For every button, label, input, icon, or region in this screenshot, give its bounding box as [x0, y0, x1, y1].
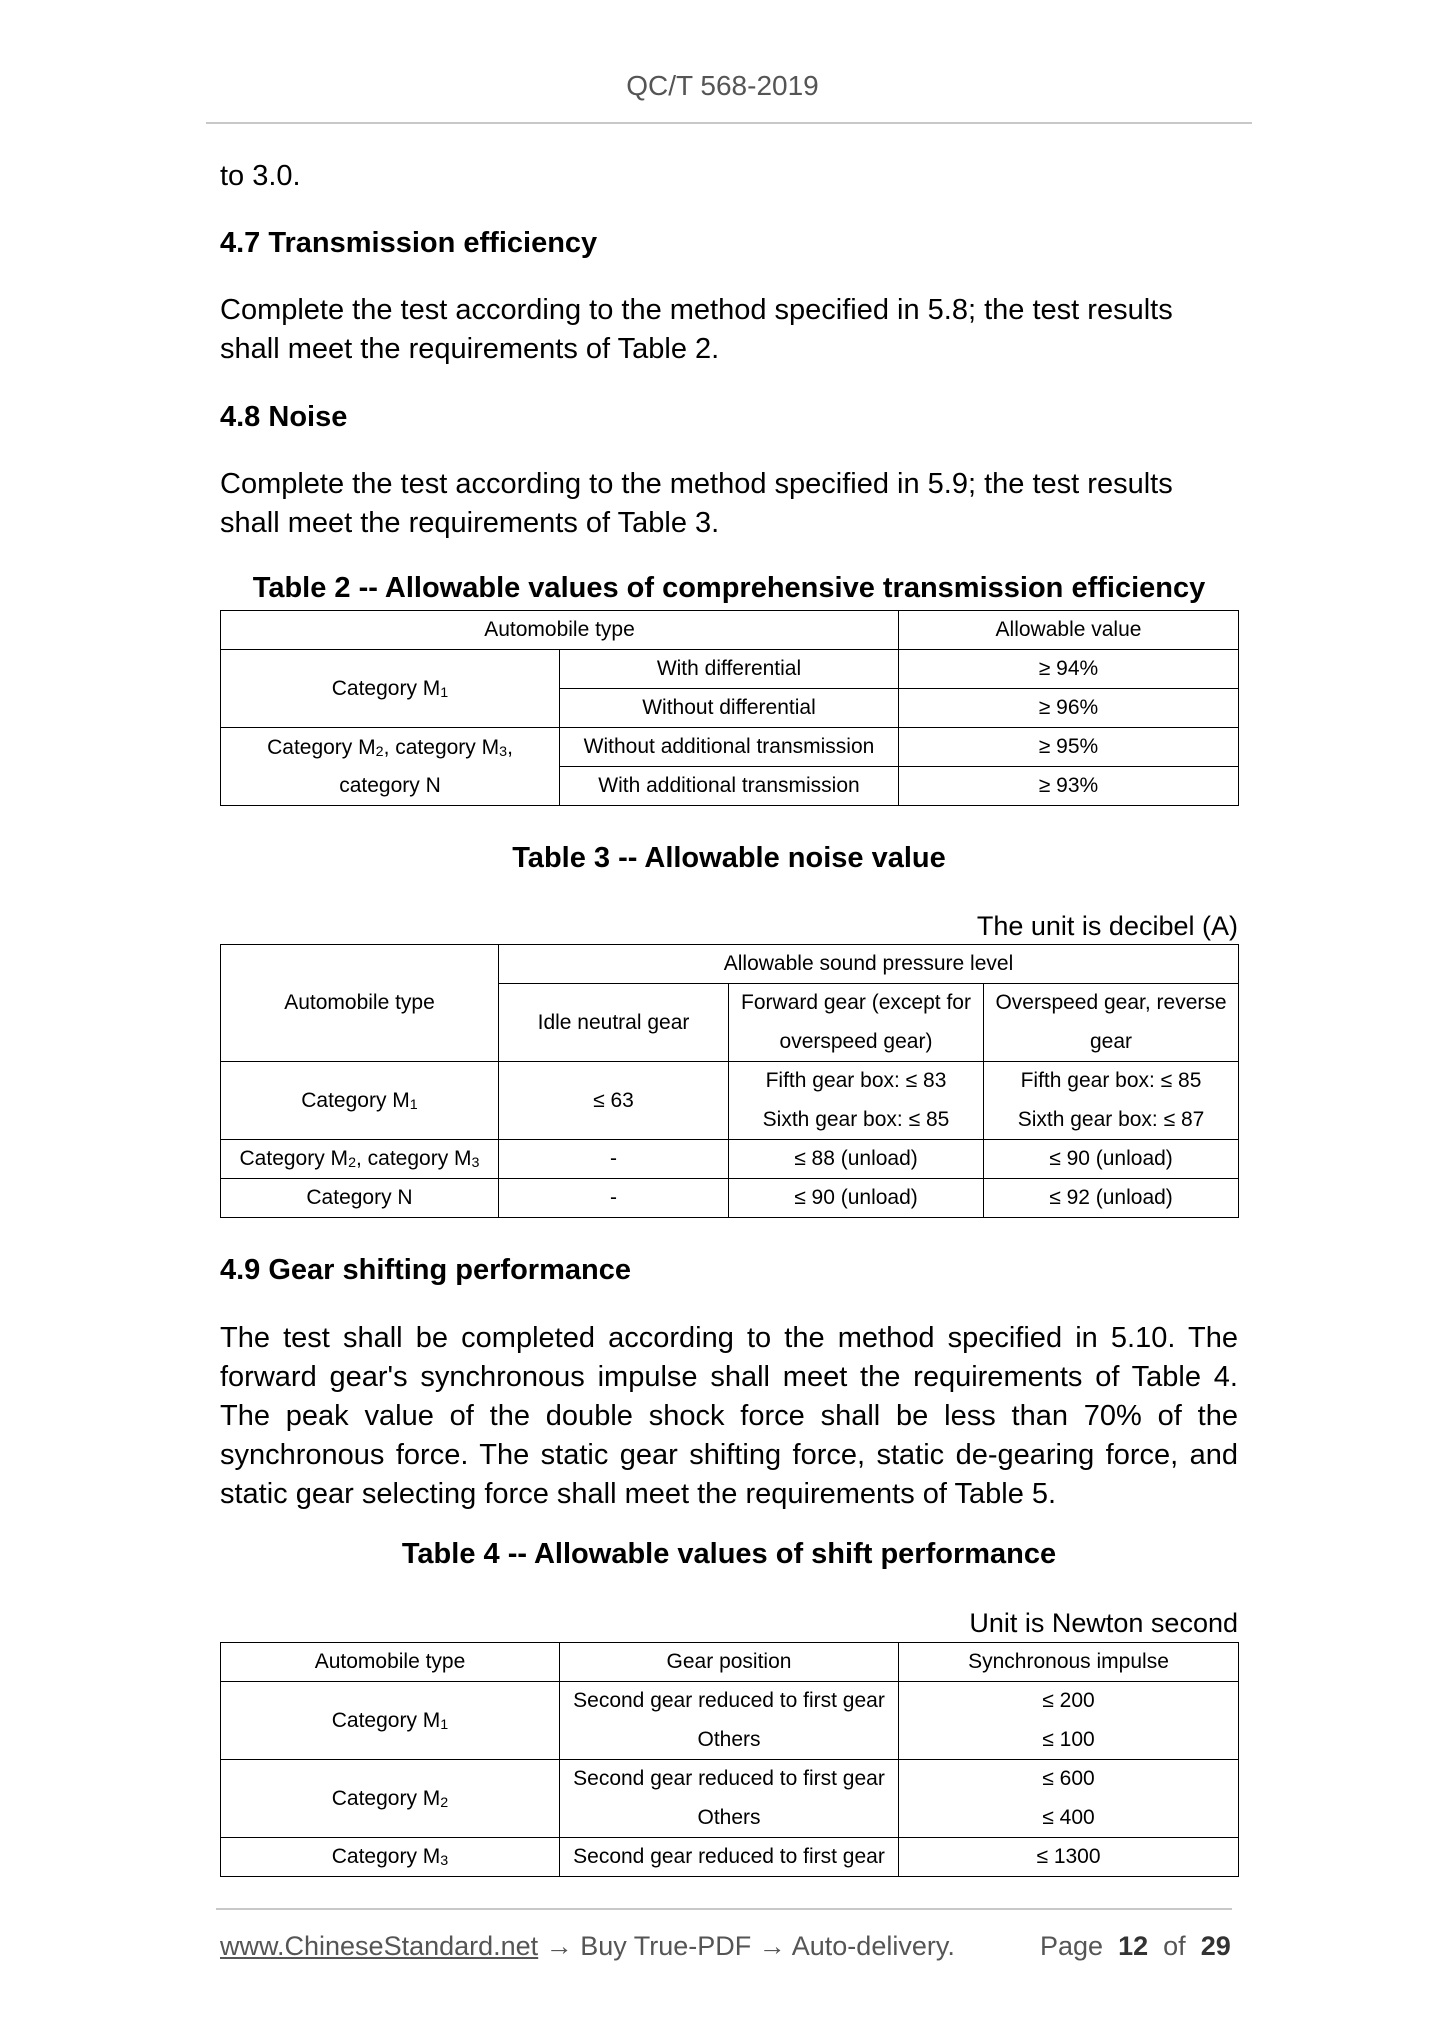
table-cell: ≥ 93%: [899, 767, 1239, 806]
table-cell: -: [499, 1140, 729, 1179]
section-4-7-text: Complete the test according to the method specified in 5.8; the test results shall meet the requirements of Table 2.: [220, 294, 1173, 365]
table-cell: ≤ 90 (unload): [729, 1179, 984, 1218]
table-cell: Fifth gear box: ≤ 85: [984, 1062, 1239, 1101]
table-header-cell: Automobile type: [221, 945, 499, 1062]
table-header-cell: Gear position: [560, 1643, 899, 1682]
table-cell: ≥ 94%: [899, 650, 1239, 689]
section-4-9-heading: 4.9 Gear shifting performance: [220, 1254, 631, 1286]
table-header-cell: Forward gear (except for: [729, 984, 984, 1023]
table-cell: ≤ 90 (unload): [984, 1140, 1239, 1179]
section-4-8-text: Complete the test according to the method specified in 5.9; the test results shall meet the requirements of Table 3.: [220, 468, 1173, 539]
table-cell: Category $M_1$: [221, 650, 560, 728]
table-cell: ≤ 200: [899, 1682, 1239, 1721]
table-header-cell: Overspeed gear, reverse: [984, 984, 1239, 1023]
footer-promo: [220, 1931, 955, 1962]
table-cell: Category $M_3$: [221, 1838, 560, 1877]
table-3-caption: Table 3 -- Allowable noise value: [512, 842, 946, 874]
footer-divider: [216, 1908, 1232, 1910]
table-cell: Category N: [221, 1179, 499, 1218]
table-row: [221, 1838, 1239, 1877]
table-row: [221, 945, 1239, 984]
table-cell: With differential: [560, 650, 899, 689]
table-header-cell: Idle neutral gear: [499, 984, 729, 1062]
header-divider: [206, 122, 1252, 124]
table-cell: Category $M_1$: [221, 1062, 499, 1140]
section-4-8-heading: 4.8 Noise: [220, 401, 348, 433]
table-row: [221, 1140, 1239, 1179]
table-header-cell: Automobile type: [221, 611, 899, 650]
table-row: [221, 650, 1239, 689]
table-cell: Second gear reduced to first gear: [560, 1760, 899, 1799]
table-cell: ≥ 96%: [899, 689, 1239, 728]
section-4-7-heading: 4.7 Transmission efficiency: [220, 227, 598, 259]
table-row: [221, 611, 1239, 650]
table-4-unit: Unit is Newton second: [969, 1608, 1238, 1638]
table-header-cell: Allowable value: [899, 611, 1239, 650]
table-cell: ≤ 88 (unload): [729, 1140, 984, 1179]
table-4-caption: Table 4 -- Allowable values of shift performance: [401, 1538, 1057, 1570]
table-row: [221, 728, 1239, 767]
table-cell: Sixth gear box: ≤ 85: [729, 1101, 984, 1140]
table-row: [221, 1760, 1239, 1799]
table-cell: Category $M_1$: [221, 1682, 560, 1760]
section-4-9-text: The test shall be completed according to the method specified in 5.10. The forward gear's synchronous impulse shall meet the requirements of Table 4. The peak value of the double shock force shall be less than 70% of the synchronous force. The static gear shifting force, static de-gearing force, and static gear selecting force shall meet the requirements of Table 5.: [220, 1322, 1238, 1510]
table-cell: Category $M_2$, category $M_3$, category N: [221, 728, 560, 806]
table-cell: Without additional transmission: [560, 728, 899, 767]
table-cell: Others: [560, 1721, 899, 1760]
table-cell: ≤ 63: [499, 1062, 729, 1140]
table-cell: ≤ 400: [899, 1799, 1239, 1838]
table-3-unit: The unit is decibel (A): [976, 911, 1238, 941]
table-cell: ≤ 100: [899, 1721, 1239, 1760]
document-code-header: QC/T 568-2019: [626, 70, 819, 101]
table-header-cell: overspeed gear): [729, 1023, 984, 1062]
table-cell: Category $M_2$, category $M_3$: [221, 1140, 499, 1179]
table-header-cell: Allowable sound pressure level: [499, 945, 1239, 984]
current-page: 12: [1118, 1931, 1149, 1961]
table-cell: ≤ 600: [899, 1760, 1239, 1799]
table-cell: Without differential: [560, 689, 899, 728]
table-4: [220, 1642, 1239, 1877]
table-cell: Fifth gear box: ≤ 83: [729, 1062, 984, 1101]
total-pages: 29: [1200, 1931, 1231, 1961]
table-cell: Sixth gear box: ≤ 87: [984, 1101, 1239, 1140]
table-cell: ≥ 95%: [899, 728, 1239, 767]
table-2: [220, 610, 1239, 806]
table-cell: Category $M_2$: [221, 1760, 560, 1838]
table-row: [221, 1643, 1239, 1682]
table-cell: Second gear reduced to first gear: [560, 1838, 899, 1877]
table-cell: ≤ 92 (unload): [984, 1179, 1239, 1218]
page-indicator: Page 12 of 29: [1040, 1931, 1231, 1961]
intro-line: to 3.0.: [220, 160, 301, 192]
arrow-icon: →: [538, 1931, 581, 1961]
table-cell: -: [499, 1179, 729, 1218]
table-cell: ≤ 1300: [899, 1838, 1239, 1877]
table-row: [221, 1682, 1239, 1721]
table-header-cell: Automobile type: [221, 1643, 560, 1682]
table-2-caption: Table 2 -- Allowable values of comprehensive transmission efficiency: [252, 572, 1206, 604]
table-cell: Second gear reduced to first gear: [560, 1682, 899, 1721]
auto-delivery-text: Auto-delivery.: [791, 1931, 955, 1961]
website-link[interactable]: www.ChineseStandard.net: [220, 1931, 539, 1961]
table-cell: Others: [560, 1799, 899, 1838]
table-row: [221, 1062, 1239, 1101]
arrow-icon: →: [751, 1931, 792, 1961]
table-3: [220, 944, 1239, 1218]
table-row: [221, 1179, 1239, 1218]
buy-pdf-text: Buy True-PDF: [580, 1931, 752, 1961]
table-header-cell: gear: [984, 1023, 1239, 1062]
table-cell: With additional transmission: [560, 767, 899, 806]
table-header-cell: Synchronous impulse: [899, 1643, 1239, 1682]
